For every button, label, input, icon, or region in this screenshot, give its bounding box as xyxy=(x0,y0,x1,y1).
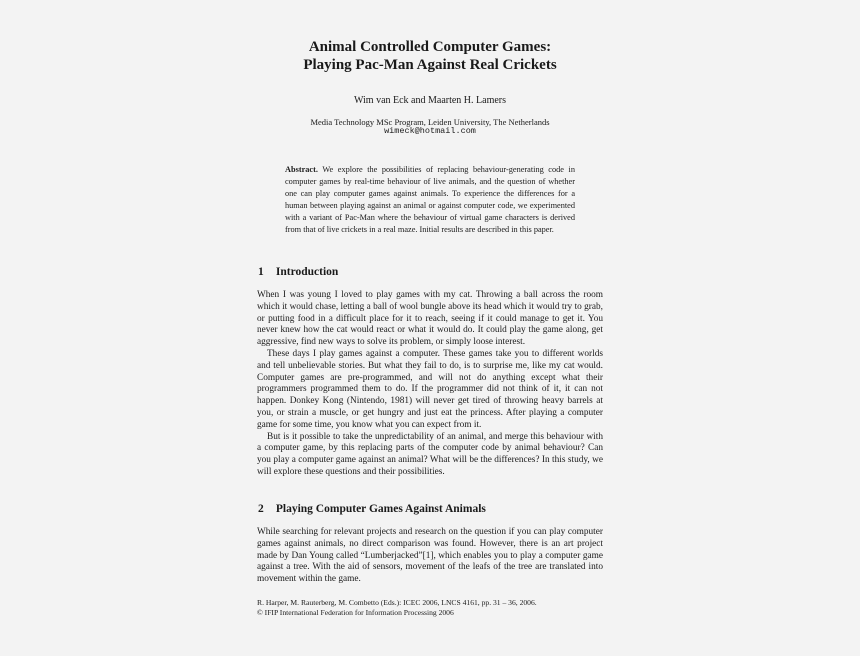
author-email: wimeck@hotmail.com xyxy=(384,126,476,136)
section-title: Playing Computer Games Against Animals xyxy=(275,503,486,515)
page-footer xyxy=(257,598,603,618)
paragraph: These days I play games against a computer. These games take you to different worlds and tell unbelievable stories. But what they fail to do, is to surprise me, like my cat would. Computer games are pre-programmed, and will not do anything except what their programmers programmed them to do. If the programmer did not think of it, it can not happen. Donkey Kong (Nintendo, 1981) will never get tired of throwing heavy barrels at you, or strain a muscle, or get hungry and just eat the princess. After playing a computer game for some time, you know what you can expect from it. xyxy=(257,348,603,430)
section-body-playing-games xyxy=(257,527,603,586)
paper-authors: Wim van Eck and Maarten H. Lamers xyxy=(353,95,507,106)
section-number: 2 xyxy=(258,503,264,515)
paper-title-line-1: Animal Controlled Computer Games: xyxy=(308,39,552,55)
paper-title-line-2: Playing Pac-Man Against Real Crickets xyxy=(303,57,557,73)
section-number: 1 xyxy=(258,266,264,278)
abstract xyxy=(285,164,575,237)
abstract-label: Abstract. xyxy=(285,165,318,174)
paragraph: But is it possible to take the unpredictability of an animal, and merge this behaviour with a computer game, by this replacing parts of the computer code by animal behaviour? Can you play a computer game against an animal? What will be the differences? In this study, we will explore these questions and their possibilities. xyxy=(257,431,603,477)
abstract-text: We explore the possibilities of replacing behaviour-generating code in computer games by real-time behaviour of live animals, and the question of whether one can play computer games against animals. To experience the differences for a human between playing against an animal or against computer code, we experimented with a variant of Pac-Man where the behaviour of virtual game characters is derived from that of live crickets in a real maze. Initial results are described in this paper. xyxy=(285,165,575,235)
paragraph: While searching for relevant projects and research on the question if you can play computer games against animals, no direct comparison was found. However, there is an art project made by Dan Young called “Lumberjacked”[1], which enables you to play a computer game against a tree. With the aid of sensors, movement of the leafs of the tree are translated into movement within the game. xyxy=(257,527,603,585)
footer-citation: R. Harper, M. Rauterberg, M. Combetto (Eds.): ICEC 2006, LNCS 4161, pp. 31 – 36, 2006. xyxy=(257,598,537,607)
paper-affiliation: Media Technology MSc Program, Leiden University, The Netherlands xyxy=(310,117,550,127)
section-title: Introduction xyxy=(275,266,339,278)
paragraph: When I was young I loved to play games with my cat. Throwing a ball across the room which it would chase, letting a ball of wool bungle above its head which it would try to grab, or putting food in a difficult place for it to reach, seeing if it could manage to get it. You never knew how the cat would react or what it would do. It could play the game along, get aggressive, find new ways to solve its problem, or simply loose interest. xyxy=(257,290,603,348)
section-heading-introduction xyxy=(258,265,618,279)
section-body-introduction xyxy=(257,290,603,479)
section-heading-playing-games xyxy=(258,502,618,516)
footer-copyright: © IFIP International Federation for Information Processing 2006 xyxy=(257,608,454,617)
